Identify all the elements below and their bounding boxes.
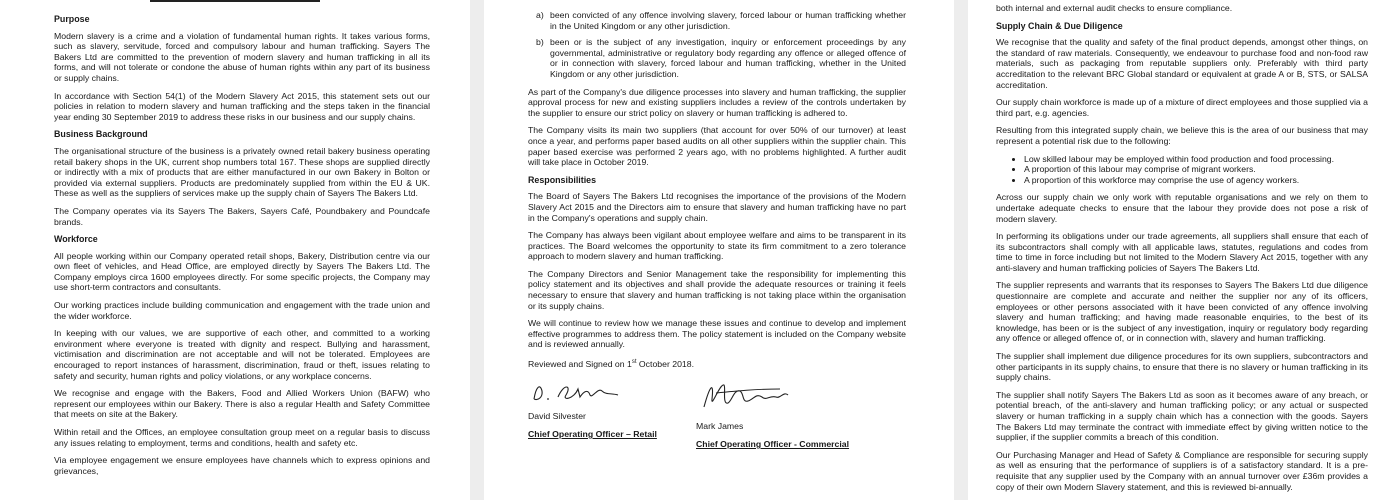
document-page-1 bbox=[0, 0, 470, 500]
list-item bbox=[528, 10, 906, 31]
background-paragraph: The organisational structure of the business is a privately owned retail bakery business operating retail bakery shops in the UK, current shop numbers total 167. These shops are supplied directly or indirectly with a mix of products that are either manufactured in our own Bakery in Bolton or provided via external suppliers. Products are predominately supplied from within the EU & UK. These as well as the suppliers of services make up the supply chain of Sayers The Bakers Ltd. bbox=[54, 145, 430, 199]
background-paragraph: The Company operates via its Sayers The Bakers, Sayers Café, Poundbakery and Poundcafe brands. bbox=[54, 205, 430, 227]
offence-list bbox=[528, 10, 906, 80]
purpose-paragraph: Modern slavery is a crime and a violation of fundamental human rights. It takes various forms, such as slavery, servitude, forced and compulsory labour and human trafficking. Sayers The Bakers Ltd are committed to the prevention of modern slavery and human trafficking in all its forms, and will not tolerate or condone the abuse of human rights within any part of its business or supply chains. bbox=[54, 30, 430, 83]
supply-chain-paragraph: Our Purchasing Manager and Head of Safety & Compliance are responsible for securing supply as well as ensuring that the performance of suppliers is of a satisfactory standard. It is a pre-requisite that any supplier used by the Company with an annual turnover over £36m provides a copy of their own Modern Slavery statement, and this is reviewed bi-annually. bbox=[996, 449, 1368, 492]
supply-chain-heading: Supply Chain & Due Diligence bbox=[996, 20, 1123, 31]
due-diligence-paragraph: As part of the Company's due diligence processes into slavery and human trafficking, the supplier approval process for new and existing suppliers includes a review of the controls undertaken by the supplier to ensure our strict policy on slavery or human trafficking is adhered to. bbox=[528, 86, 906, 118]
document-page-2 bbox=[484, 0, 954, 500]
signatory-name: Mark James bbox=[696, 420, 744, 431]
supply-chain-paragraph: The supplier shall notify Sayers The Bakers Ltd as soon as it becomes aware of any breach, or potential breach, of the anti-slavery and human trafficking policy; or any actual or suspected slavery or human trafficking in a supply chain which has a connection with the goods. Sayers The Bakers Ltd may terminate the contract with immediate effect by giving written notice to the supplier, if the supplier commits a breach of this condition. bbox=[996, 389, 1368, 443]
signatory-name: David Silvester bbox=[528, 410, 586, 421]
business-background-heading: Business Background bbox=[54, 129, 148, 140]
supply-chain-paragraph: The supplier represents and warrants that its responses to Sayers The Bakers Ltd due diligence questionnaire are complete and accurate and neither the supplier nor any of its officers, employees or other persons associated with it have been convicted of any offence involving slavery and human trafficking; and having made reasonable enquiries, to the best of its knowledge, has been or is the subject of any investigation, inquiry or regulatory body regarding any offence or alleged offence of, or in connection with, slavery and human trafficking. bbox=[996, 280, 1368, 344]
responsibilities-paragraph: The Board of Sayers The Bakers Ltd recognises the importance of the provisions of the Modern Slavery Act 2015 and the Directors aim to ensure that slavery and human trafficking have no part in the Company's operations and supply chain. bbox=[528, 191, 906, 223]
signature-image bbox=[528, 377, 638, 407]
signature-block bbox=[528, 377, 906, 467]
workforce-paragraph: Within retail and the Offices, an employee consultation group meet on a regular basis to discuss any issues relating to employment, terms and conditions, health and safety etc. bbox=[54, 427, 430, 448]
workforce-paragraph: Via employee engagement we ensure employees have channels which to express opinions and grievances, bbox=[54, 455, 430, 476]
page-gutter bbox=[470, 0, 484, 500]
signatory-role: Chief Operating Officer – Retail bbox=[528, 429, 657, 440]
supply-chain-paragraph: In performing its obligations under our trade agreements, all suppliers shall ensure that each of its subcontractors shall comply with all applicable laws, statutes, regulations and codes from time to time in force including but not limited to the Modern Slavery Act 2015, together with any anti-slavery and human trafficking policies of Sayers The Bakers Ltd. bbox=[996, 231, 1368, 273]
signature-image bbox=[696, 377, 816, 417]
signature-2 bbox=[696, 377, 866, 450]
supply-chain-paragraph: Resulting from this integrated supply chain, we believe this is the area of our business that may represent a potential risk due to the following: bbox=[996, 125, 1368, 146]
purpose-paragraph: In accordance with Section 54(1) of the Modern Slavery Act 2015, this statement sets out our policies in relation to modern slavery and human trafficking and the steps taken in the financial year ending 30 September 2019 to address these risks in our business and our supply chains. bbox=[54, 90, 430, 122]
list-letter: b) bbox=[536, 37, 544, 48]
purpose-heading: Purpose bbox=[54, 14, 90, 24]
supply-chain-paragraph: Across our supply chain we only work with reputable organisations and we rely on them to undertake adequate checks to ensure that the labour they provide does not pose a risk of modern slavery. bbox=[996, 192, 1368, 224]
responsibilities-paragraph: The Company Directors and Senior Management take the responsibility for implementing this policy statement and its objectives and shall provide the adequate resources or training it feels necessary to ensure that slavery and human trafficking is not taking place within the organisation or its supply chains. bbox=[528, 268, 906, 311]
responsibilities-heading: Responsibilities bbox=[528, 174, 597, 185]
page-2-column bbox=[528, 10, 906, 467]
risk-bullets bbox=[996, 154, 1368, 186]
workforce-heading: Workforce bbox=[54, 234, 98, 245]
workforce-paragraph: Our working practices include building communication and engagement with the trade union and the wider workforce. bbox=[54, 300, 430, 321]
page-gutter bbox=[954, 0, 968, 500]
document-page-3 bbox=[968, 0, 1400, 500]
carryover-line: both internal and external audit checks to ensure compliance. bbox=[996, 3, 1233, 13]
page-3-column bbox=[996, 3, 1368, 499]
list-item: • A proportion of this workforce may comprise the use of agency workers. bbox=[1024, 175, 1368, 186]
due-diligence-paragraph: The Company visits its main two suppliers (that account for over 50% of our turnover) at least once a year, and performs paper based audits on all other suppliers within the supplier chain. This paper based exercise was performed 2 years ago, with no problems highlighted. A further audit will take place in October 2019. bbox=[528, 125, 906, 168]
signature-1 bbox=[528, 377, 698, 440]
workforce-paragraph: All people working within our Company operated retail shops, Bakery, Distribution centre via our own fleet of vehicles, and Head Office, are employed directly by Sayers The Bakers Ltd. The Company employs circa 1600 employees directly. For some specific projects, the Company may use short-term contractors and consultants. bbox=[54, 250, 430, 293]
signatory-role: Chief Operating Officer - Commercial bbox=[696, 439, 850, 450]
responsibilities-paragraph: We will continue to review how we manage these issues and continue to develop and implement effective programmes to address them. The policy statement is included on the Company website and is reviewed annually. bbox=[528, 318, 906, 350]
workforce-paragraph: In keeping with our values, we are supportive of each other, and committed to a working environment where everyone is treated with dignity and respect. Bullying and harassment, victimisation and discrimination are not acceptable and will not be tolerated. Employees are encouraged to report instances of harassment, discrimination, fraud or theft, issues relating to safety and security, human rights and policy violations, or any workplace concerns. bbox=[54, 328, 430, 381]
page-1-column bbox=[54, 8, 430, 483]
list-item-text: been convicted of any offence involving slavery, forced labour or human trafficking whether in the United Kingdom or any other jurisdiction. bbox=[550, 10, 906, 31]
list-item-text: been or is the subject of any investigation, inquiry or enforcement proceedings by any governmental, administrative or regulatory body regarding any offence or alleged offence of or in connection with slavery, forced labour and human trafficking, whether in the United Kingdom or any other jurisdiction. bbox=[550, 37, 906, 79]
supply-chain-paragraph: Our supply chain workforce is made up of a mixture of direct employees and those supplied via a third part, e.g. agencies. bbox=[996, 97, 1368, 118]
responsibilities-paragraph: The Company has always been vigilant about employee welfare and aims to be transparent in its practices. The Board welcomes the opportunity to state its firm commitment to a zero tolerance approach to modern slavery and human trafficking. bbox=[528, 230, 906, 262]
signed-date: Reviewed and Signed on 1st October 2018. bbox=[528, 358, 694, 369]
supply-chain-paragraph: The supplier shall implement due diligence procedures for its own suppliers, subcontractors and other participants in its supply chains, to ensure that there is no slavery or human trafficking in its supply chains. bbox=[996, 351, 1368, 383]
list-item: • A proportion of this labour may comprise of migrant workers. bbox=[1024, 164, 1368, 175]
list-letter: a) bbox=[536, 10, 544, 20]
supply-chain-paragraph: We recognise that the quality and safety of the final product depends, amongst other things, on the standard of raw materials. Consequently, we endeavour to purchase food and non-food raw materials, such as packaging from reputable suppliers only. Preferably with third party accreditation to the relevant BRC Global standard or equivalent at grade A or B, STS, or SALSA accreditation. bbox=[996, 37, 1368, 90]
workforce-paragraph: We recognise and engage with the Bakers, Food and Allied Workers Union (BAFW) who represent our employees within our Bakery. There is also a regular Health and Safety Committee that meets on site at the Bakery. bbox=[54, 388, 430, 420]
list-item bbox=[528, 37, 906, 79]
list-item: • Low skilled labour may be employed within food production and food processing. bbox=[1024, 154, 1368, 165]
top-rule bbox=[150, 0, 320, 2]
